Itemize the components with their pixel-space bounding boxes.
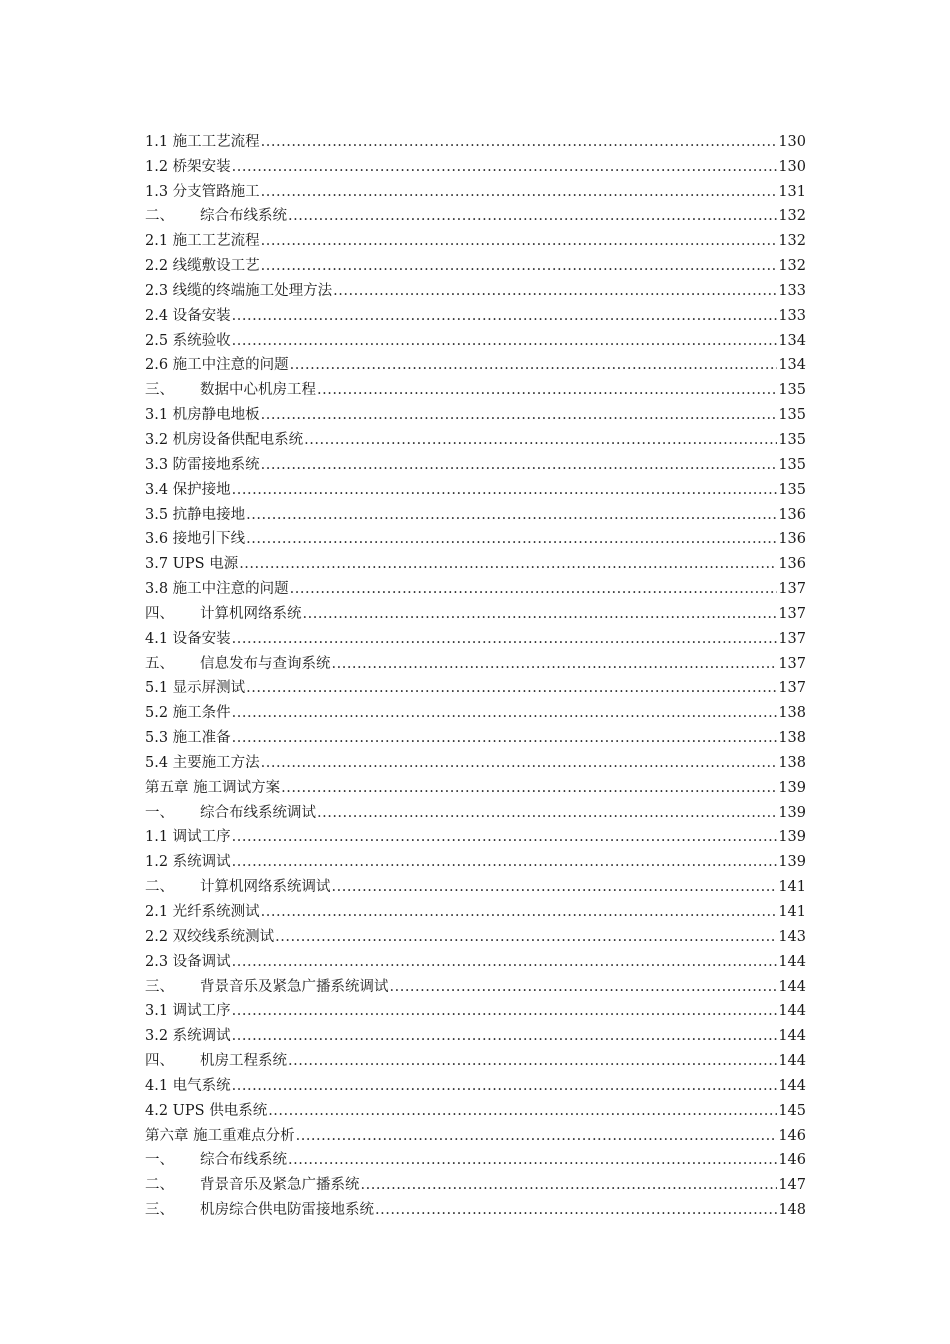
toc-dot-leader	[232, 1077, 778, 1095]
toc-entry-title: 2.4 设备安装	[145, 307, 231, 324]
toc-dot-leader	[390, 978, 778, 996]
toc-dot-leader	[261, 456, 778, 474]
toc-entry-title	[145, 605, 302, 623]
toc-dot-leader	[290, 356, 778, 374]
toc-entry[interactable]	[145, 176, 806, 201]
toc-entry-title: 1.1 施工工艺流程	[145, 133, 260, 150]
toc-dot-leader	[246, 679, 777, 697]
toc-entry[interactable]	[145, 896, 806, 921]
toc-dot-leader	[232, 828, 778, 846]
toc-page-number: 131	[778, 183, 806, 200]
toc-entry-title: 3.7 UPS 电源	[145, 556, 239, 573]
toc-entry-text: 背景音乐及紧急广播系统调试	[200, 978, 389, 995]
toc-entry-text: 背景音乐及紧急广播系统	[200, 1177, 360, 1194]
toc-entry-title: 3.2 机房设备供配电系统	[145, 431, 304, 448]
toc-entry[interactable]	[145, 325, 806, 350]
toc-page-number: 147	[778, 1177, 806, 1194]
toc-entry[interactable]	[145, 697, 806, 722]
toc-entry-title: 2.1 施工工艺流程	[145, 233, 260, 250]
toc-entry[interactable]	[145, 449, 806, 474]
toc-page-number: 136	[778, 506, 806, 523]
toc-entry[interactable]	[145, 623, 806, 648]
toc-page-number: 132	[778, 233, 806, 250]
toc-entry-title: 2.6 施工中注意的问题	[145, 357, 289, 374]
toc-dot-leader	[261, 183, 778, 201]
toc-entry-text: 机房工程系统	[200, 1053, 287, 1070]
toc-entry[interactable]	[145, 722, 806, 747]
toc-entry[interactable]	[145, 846, 806, 871]
toc-dot-leader	[317, 804, 777, 822]
toc-page-number: 144	[778, 1003, 806, 1020]
toc-dot-leader	[246, 530, 777, 548]
toc-page-number: 135	[778, 431, 806, 448]
toc-page-number: 144	[778, 1053, 806, 1070]
toc-page-number: 136	[778, 556, 806, 573]
toc-entry-title: 2.2 线缆敷设工艺	[145, 258, 260, 275]
toc-page-number: 144	[778, 953, 806, 970]
toc-dot-leader	[232, 1027, 778, 1045]
toc-dot-leader	[288, 1052, 777, 1070]
toc-dot-leader	[232, 481, 778, 499]
toc-dot-leader	[333, 282, 777, 300]
toc-page-number: 144	[778, 1028, 806, 1045]
toc-dot-leader	[332, 878, 778, 896]
toc-page-number: 148	[778, 1202, 806, 1219]
toc-entry-title: 3.6 接地引下线	[145, 531, 246, 548]
toc-entry-title: 2.2 双绞线系统测试	[145, 928, 275, 945]
toc-entry-number: 二、	[145, 208, 174, 225]
toc-page-number: 139	[778, 829, 806, 846]
toc-dot-leader	[317, 381, 777, 399]
toc-entry[interactable]	[145, 1169, 806, 1194]
toc-entry-number: 四、	[145, 605, 174, 622]
toc-page-number: 144	[778, 1077, 806, 1094]
toc-entry[interactable]	[145, 225, 806, 250]
toc-page-number: 136	[778, 531, 806, 548]
toc-entry-number: 三、	[145, 1202, 174, 1219]
toc-page-number: 132	[778, 208, 806, 225]
toc-dot-leader	[332, 655, 778, 673]
toc-entry[interactable]	[145, 673, 806, 698]
toc-entry-text: 机房综合供电防雷接地系统	[200, 1202, 374, 1219]
toc-entry[interactable]	[145, 300, 806, 325]
toc-entry-title: 1.1 调试工序	[145, 829, 231, 846]
toc-dot-leader	[303, 605, 778, 623]
toc-dot-leader	[375, 1201, 777, 1219]
toc-entry-title	[145, 878, 331, 896]
toc-page-number: 130	[778, 133, 806, 150]
toc-dot-leader	[268, 1102, 777, 1120]
toc-page-number: 145	[778, 1102, 806, 1119]
toc-entry-number: 三、	[145, 978, 174, 995]
toc-dot-leader	[296, 1127, 778, 1145]
toc-entry-title: 5.4 主要施工方法	[145, 754, 260, 771]
toc-page-number: 135	[778, 456, 806, 473]
toc-entry[interactable]	[145, 1020, 806, 1045]
toc-entry-number: 三、	[145, 382, 174, 399]
toc-page-number: 135	[778, 407, 806, 424]
toc-dot-leader	[261, 754, 778, 772]
toc-entry-title: 1.2 桥架安装	[145, 158, 231, 175]
toc-dot-leader	[239, 555, 777, 573]
toc-dot-leader	[232, 158, 778, 176]
toc-entry[interactable]	[145, 996, 806, 1021]
toc-dot-leader	[246, 506, 777, 524]
toc-entry-title	[145, 207, 287, 225]
toc-entry[interactable]	[145, 1095, 806, 1120]
toc-entry-title	[145, 1052, 287, 1070]
table-of-contents	[145, 126, 806, 1219]
toc-page-number: 132	[778, 258, 806, 275]
toc-entry[interactable]	[145, 399, 806, 424]
toc-dot-leader	[232, 1002, 778, 1020]
toc-entry[interactable]	[145, 822, 806, 847]
toc-page-number: 138	[778, 754, 806, 771]
toc-entry-title: 2.1 光纤系统测试	[145, 904, 260, 920]
toc-entry-title: 3.2 系统调试	[145, 1028, 231, 1045]
toc-page-number: 141	[778, 904, 806, 920]
toc-entry-title: 1.3 分支管路施工	[145, 183, 260, 200]
toc-entry[interactable]	[145, 871, 806, 896]
toc-page-number: 139	[778, 804, 806, 821]
toc-dot-leader	[290, 580, 778, 598]
toc-entry-title: 3.8 施工中注意的问题	[145, 581, 289, 598]
toc-entry[interactable]	[145, 971, 806, 996]
toc-page-number: 137	[778, 680, 806, 697]
toc-entry-text: 综合布线系统调试	[200, 804, 316, 821]
toc-page-number: 138	[778, 730, 806, 747]
toc-entry[interactable]	[145, 350, 806, 375]
toc-entry-number: 二、	[145, 1177, 174, 1194]
toc-page-number: 144	[778, 978, 806, 995]
toc-entry-title: 3.4 保护接地	[145, 481, 231, 498]
toc-entry-title	[145, 978, 389, 996]
toc-entry-title: 3.1 机房静电地板	[145, 407, 260, 424]
toc-dot-leader	[261, 903, 778, 921]
toc-entry-title: 4.2 UPS 供电系统	[145, 1102, 268, 1119]
toc-entry-title: 1.2 系统调试	[145, 854, 231, 871]
toc-entry-text: 计算机网络系统	[200, 605, 302, 622]
toc-entry[interactable]	[145, 747, 806, 772]
toc-entry-title: 5.1 显示屏测试	[145, 680, 246, 697]
toc-dot-leader	[288, 1151, 777, 1169]
toc-entry-title	[145, 381, 316, 399]
toc-entry[interactable]	[145, 424, 806, 449]
toc-entry[interactable]	[145, 126, 806, 151]
toc-page-number: 137	[778, 605, 806, 622]
toc-page-number: 135	[778, 382, 806, 399]
toc-page-number: 143	[778, 928, 806, 945]
toc-entry-number: 五、	[145, 655, 174, 672]
toc-entry[interactable]	[145, 524, 806, 549]
toc-dot-leader	[232, 332, 778, 350]
toc-entry[interactable]	[145, 797, 806, 822]
toc-entry-title: 第六章 施工重难点分析	[145, 1127, 295, 1144]
toc-dot-leader	[261, 406, 778, 424]
toc-entry[interactable]	[145, 499, 806, 524]
toc-entry-title: 5.3 施工准备	[145, 730, 231, 747]
toc-entry-number: 二、	[145, 879, 174, 896]
toc-entry-title: 2.3 线缆的终端施工处理方法	[145, 282, 333, 299]
toc-entry[interactable]	[145, 151, 806, 176]
toc-page-number: 139	[778, 854, 806, 871]
toc-entry[interactable]	[145, 250, 806, 275]
toc-page-number: 137	[778, 581, 806, 598]
toc-entry-text: 信息发布与查询系统	[200, 655, 331, 672]
toc-entry[interactable]	[145, 946, 806, 971]
toc-entry-number: 一、	[145, 1152, 174, 1169]
toc-entry-title: 第五章 施工调试方案	[145, 779, 281, 796]
toc-entry-number: 四、	[145, 1053, 174, 1070]
toc-entry[interactable]	[145, 1194, 806, 1219]
toc-entry[interactable]	[145, 374, 806, 399]
toc-page-number: 139	[778, 779, 806, 796]
toc-page-number: 134	[778, 357, 806, 374]
toc-dot-leader	[275, 928, 777, 946]
toc-page-number: 133	[778, 307, 806, 324]
toc-entry[interactable]	[145, 573, 806, 598]
toc-dot-leader	[232, 704, 778, 722]
toc-entry[interactable]	[145, 648, 806, 673]
toc-entry-title: 2.3 设备调试	[145, 953, 231, 970]
toc-entry[interactable]	[145, 1070, 806, 1095]
toc-entry-title: 5.2 施工条件	[145, 705, 231, 722]
toc-dot-leader	[232, 953, 778, 971]
toc-entry-number: 一、	[145, 804, 174, 821]
toc-entry-title: 4.1 电气系统	[145, 1077, 231, 1094]
toc-page-number: 133	[778, 282, 806, 299]
toc-dot-leader	[288, 207, 777, 225]
toc-entry[interactable]	[145, 1120, 806, 1145]
toc-entry-text: 计算机网络系统调试	[200, 879, 331, 896]
toc-dot-leader	[304, 431, 777, 449]
toc-entry[interactable]	[145, 598, 806, 623]
toc-dot-leader	[261, 257, 778, 275]
toc-entry-title	[145, 1151, 287, 1169]
toc-entry-title: 3.3 防雷接地系统	[145, 456, 260, 473]
toc-page-number: 146	[778, 1152, 806, 1169]
toc-dot-leader	[232, 853, 778, 871]
toc-entry[interactable]	[145, 1145, 806, 1170]
toc-entry[interactable]	[145, 772, 806, 797]
toc-entry-title	[145, 1176, 360, 1194]
toc-dot-leader	[232, 729, 778, 747]
toc-page-number: 130	[778, 158, 806, 175]
toc-entry-title: 3.1 调试工序	[145, 1003, 231, 1020]
toc-dot-leader	[232, 307, 778, 325]
toc-entry-text: 综合布线系统	[200, 208, 287, 225]
toc-dot-leader	[232, 630, 778, 648]
toc-entry[interactable]	[145, 1045, 806, 1070]
toc-entry-title	[145, 804, 316, 822]
toc-entry-text: 数据中心机房工程	[200, 382, 316, 399]
toc-entry[interactable]	[145, 548, 806, 573]
toc-entry[interactable]	[145, 275, 806, 300]
toc-entry-title	[145, 1201, 374, 1219]
toc-entry[interactable]	[145, 921, 806, 946]
toc-dot-leader	[261, 133, 778, 151]
toc-entry[interactable]	[145, 201, 806, 226]
toc-entry-title: 3.5 抗静电接地	[145, 506, 246, 523]
toc-entry[interactable]	[145, 474, 806, 499]
toc-page-number: 137	[778, 655, 806, 672]
toc-entry-text: 综合布线系统	[200, 1152, 287, 1169]
toc-page-number: 137	[778, 630, 806, 647]
toc-page-number: 138	[778, 705, 806, 722]
toc-dot-leader	[361, 1176, 778, 1194]
toc-entry-title: 4.1 设备安装	[145, 630, 231, 647]
toc-entry-title	[145, 655, 331, 673]
toc-page-number: 134	[778, 332, 806, 349]
toc-page-number: 141	[778, 879, 806, 896]
toc-entry-title: 2.5 系统验收	[145, 332, 231, 349]
toc-dot-leader	[281, 779, 777, 797]
toc-page-number: 135	[778, 481, 806, 498]
toc-page-number: 146	[778, 1127, 806, 1144]
toc-dot-leader	[261, 232, 778, 250]
